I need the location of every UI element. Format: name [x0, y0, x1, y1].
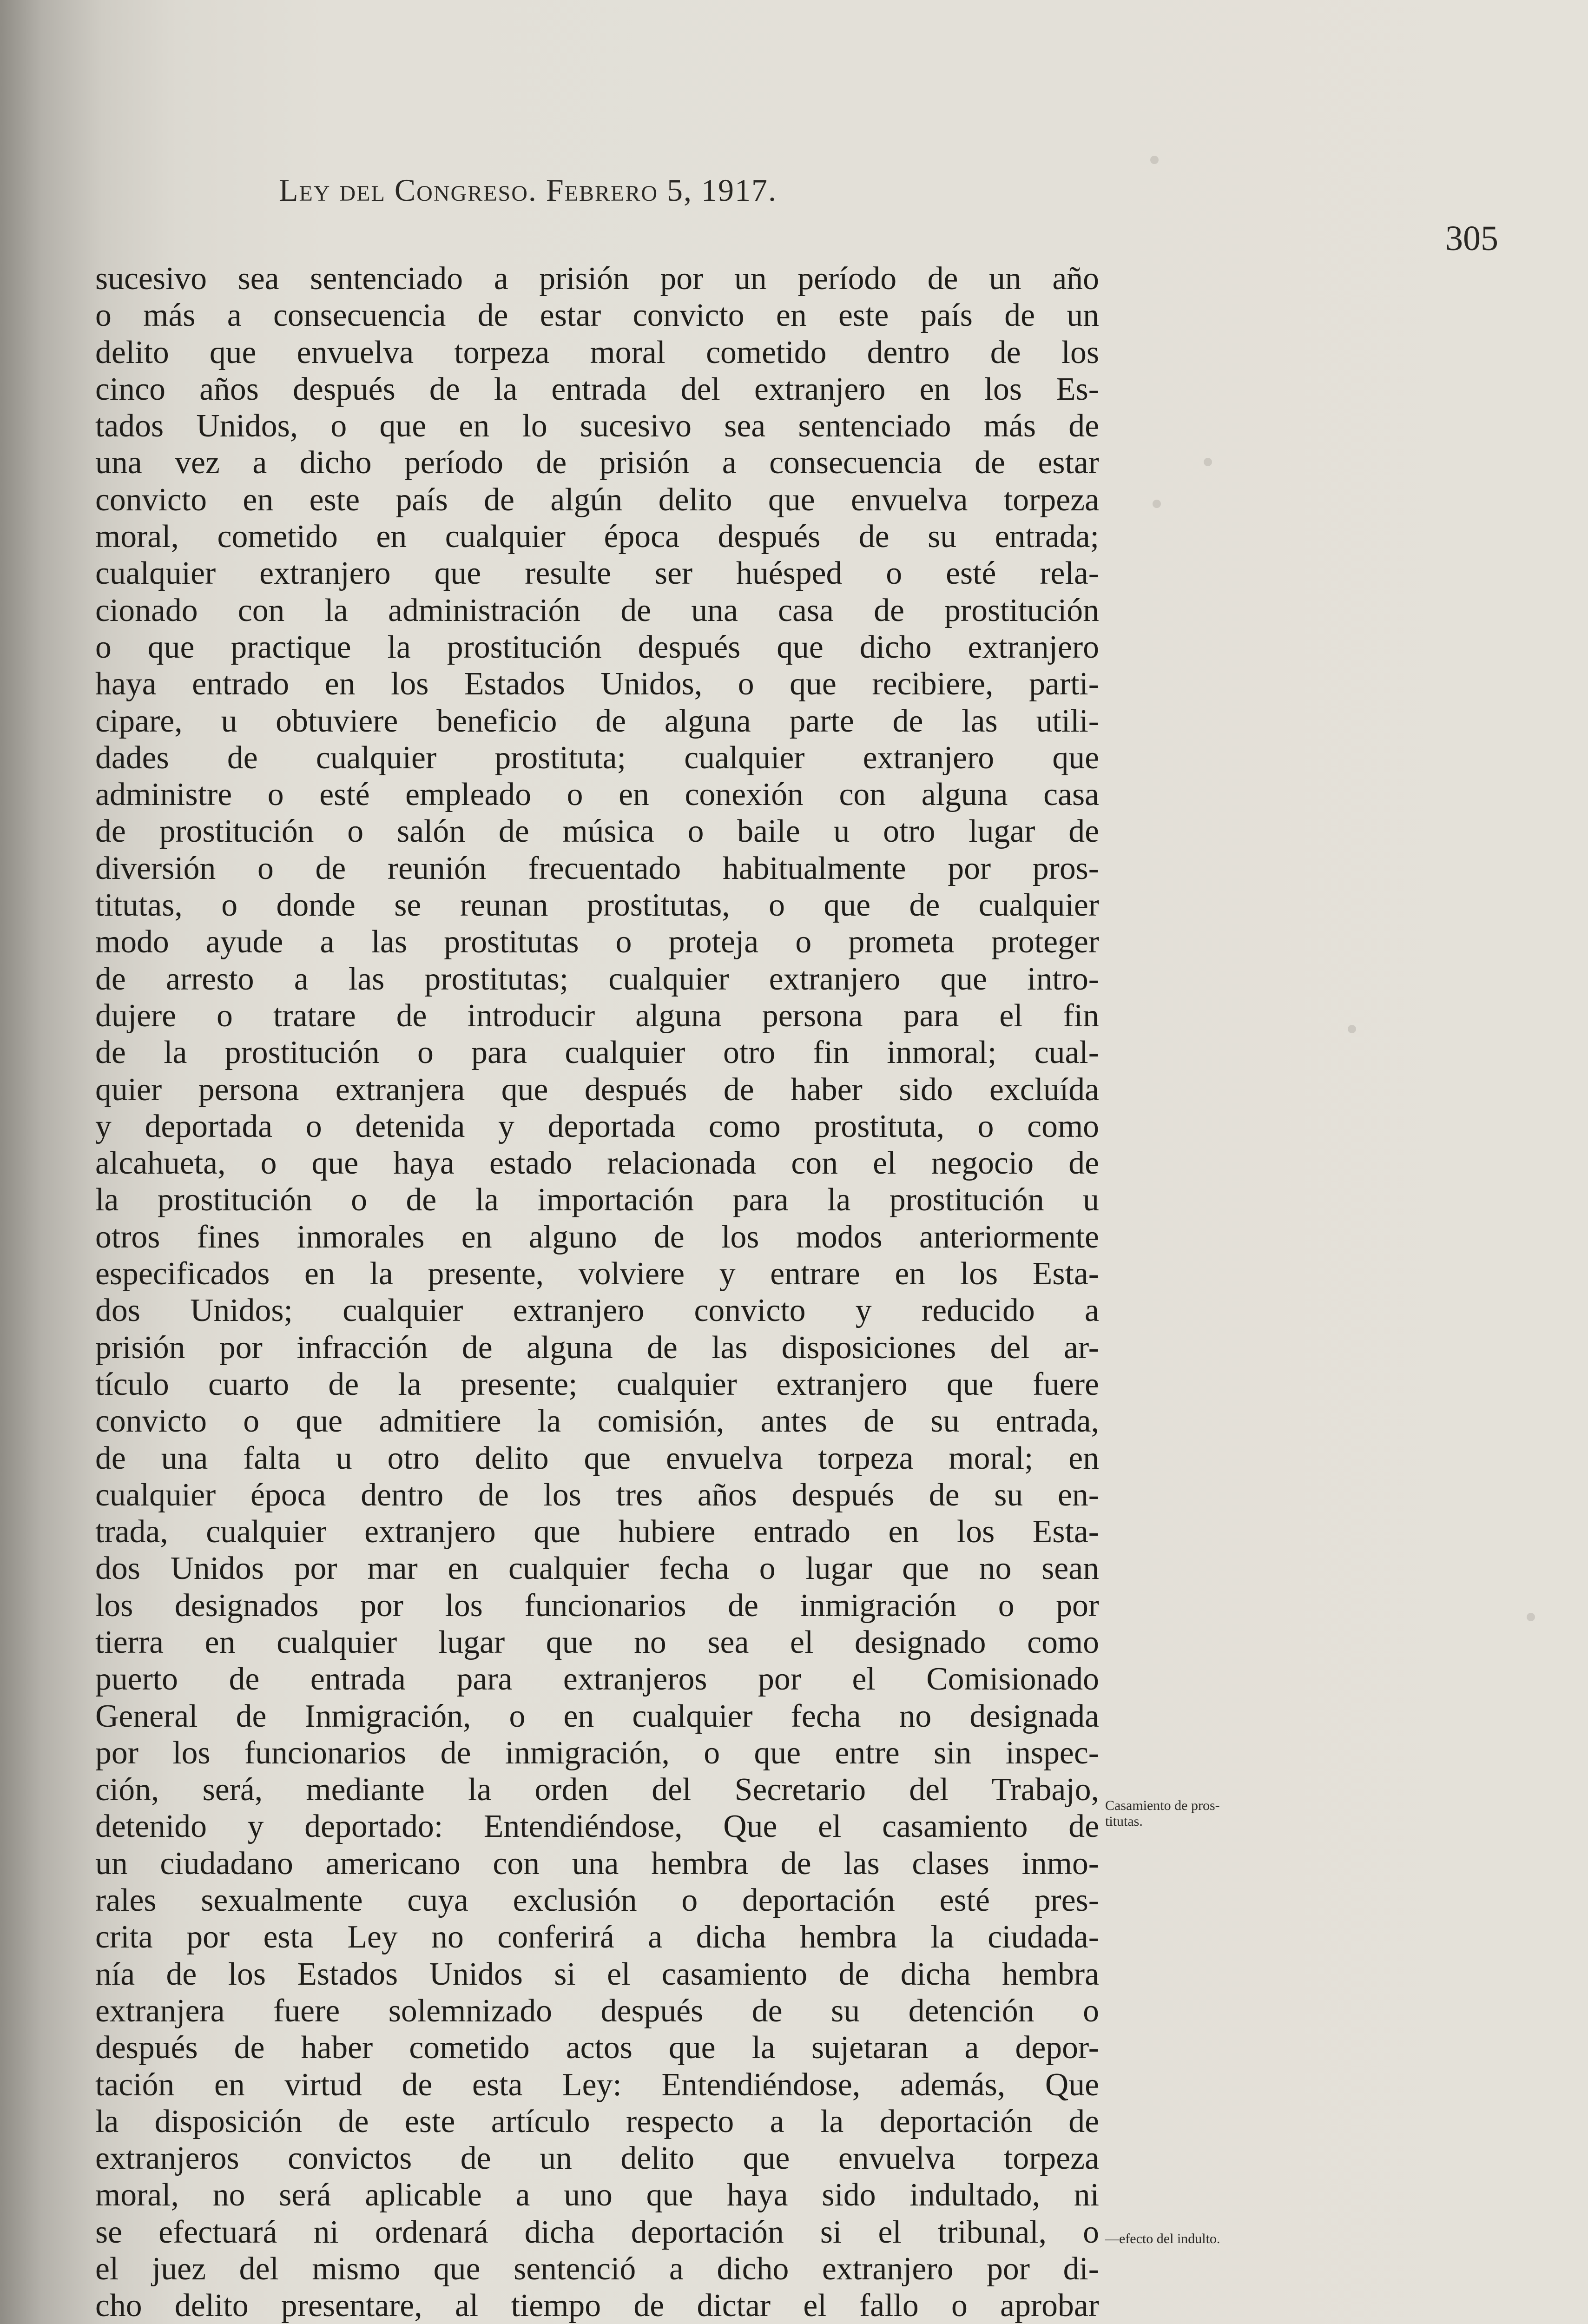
text-line: rales sexualmente cuya exclusión o deportación esté pres- [95, 1882, 1099, 1919]
text-line: por los funcionarios de inmigración, o que entre sin inspec- [95, 1735, 1099, 1771]
text-line: cionado con la administración de una casa de prostitución [95, 592, 1099, 628]
text-line: cualquier época dentro de los tres años después de su en- [95, 1477, 1099, 1513]
text-line: diversión o de reunión frecuentado habitualmente por pros- [95, 850, 1099, 886]
text-line: otros fines inmorales en alguno de los modos anteriormente [95, 1219, 1099, 1255]
text-line: convicto en este país de algún delito que envuelva torpeza [95, 482, 1099, 518]
paper-speck [1527, 1613, 1535, 1621]
text-line: dos Unidos por mar en cualquier fecha o lugar que no sean [95, 1551, 1099, 1587]
text-line: cualquier extranjero que resulte ser huésped o esté rela- [95, 555, 1099, 592]
margin-note-line: Casamiento de pros- [1105, 1798, 1220, 1813]
paper-speck [1204, 458, 1212, 466]
text-line: dos Unidos; cualquier extranjero convicto y reducido a [95, 1293, 1099, 1329]
text-line: nía de los Estados Unidos si el casamiento de dicha hembra [95, 1956, 1099, 1992]
text-line: dades de cualquier prostituta; cualquier extranjero que [95, 739, 1099, 776]
page-number: 305 [1445, 219, 1498, 258]
text-line: convicto o que admitiere la comisión, antes de su entrada, [95, 1403, 1099, 1439]
text-line: de una falta u otro delito que envuelva torpeza moral; en [95, 1440, 1099, 1476]
text-line: el juez del mismo que sentenció a dicho extranjero por di- [95, 2251, 1099, 2287]
text-line: tierra en cualquier lugar que no sea el designado como [95, 1624, 1099, 1660]
margin-note-line: titutas. [1105, 1814, 1143, 1829]
text-line: se efectuará ni ordenará dicha deportación si el tribunal, o [95, 2214, 1099, 2250]
paper-speck [1348, 1025, 1356, 1033]
text-line: tículo cuarto de la presente; cualquier extranjero que fuere [95, 1366, 1099, 1402]
text-line: extranjeros convictos de un delito que envuelva torpeza [95, 2140, 1099, 2177]
text-line: modo ayude a las prostitutas o proteja o prometa proteger [95, 924, 1099, 960]
text-line: cinco años después de la entrada del extranjero en los Es- [95, 371, 1099, 407]
running-header: Ley del Congreso. Febrero 5, 1917. [279, 172, 778, 208]
text-line: de la prostitución o para cualquier otro fin inmoral; cual- [95, 1035, 1099, 1071]
text-line: crita por esta Ley no conferirá a dicha hembra la ciudada- [95, 1919, 1099, 1955]
text-line: y deportada o detenida y deportada como prostituta, o como [95, 1108, 1099, 1144]
text-line: moral, cometido en cualquier época después de su entrada; [95, 519, 1099, 555]
text-line: la disposición de este artículo respecto a la deportación de [95, 2103, 1099, 2139]
margin-note-prostitutas [1105, 1798, 1220, 1829]
text-line: prisión por infracción de alguna de las disposiciones del ar- [95, 1329, 1099, 1366]
text-line: administre o esté empleado o en conexión con alguna casa [95, 777, 1099, 813]
text-line: tados Unidos, o que en lo sucesivo sea sentenciado más de [95, 408, 1099, 444]
paper-speck [1153, 500, 1161, 508]
text-line: después de haber cometido actos que la sujetaran a depor- [95, 2030, 1099, 2066]
text-line: alcahueta, o que haya estado relacionada con el negocio de [95, 1145, 1099, 1182]
text-line: sucesivo sea sentenciado a prisión por un período de un año [95, 261, 1099, 297]
text-line: una vez a dicho período de prisión a consecuencia de estar [95, 445, 1099, 481]
text-line: la prostitución o de la importación para la prostitución u [95, 1182, 1099, 1218]
text-line: dujere o tratare de introducir alguna persona para el fin [95, 997, 1099, 1034]
text-line: especificados en la presente, volviere y entrare en los Esta- [95, 1256, 1099, 1292]
margin-note-indulto: —efecto del indulto. [1105, 2231, 1220, 2246]
text-line: ción, será, mediante la orden del Secretario del Trabajo, [95, 1772, 1099, 1808]
text-line: moral, no será aplicable a uno que haya sido indultado, ni [95, 2177, 1099, 2213]
text-line: quier persona extranjera que después de haber sido excluída [95, 1071, 1099, 1108]
paper-speck [1150, 156, 1159, 164]
text-line: delito que envuelva torpeza moral cometido dentro de los [95, 334, 1099, 370]
body-text [95, 260, 1099, 2324]
text-line: detenido y deportado: Entendiéndose, Que el casamiento de [95, 1809, 1099, 1845]
text-line: titutas, o donde se reunan prostitutas, o que de cualquier [95, 887, 1099, 924]
text-line: extranjera fuere solemnizado después de su detención o [95, 1993, 1099, 2029]
text-line: de prostitución o salón de música o baile u otro lugar de [95, 813, 1099, 850]
text-line: cipare, u obtuviere beneficio de alguna parte de las utili- [95, 703, 1099, 739]
text-line: o que practique la prostitución después que dicho extranjero [95, 629, 1099, 665]
text-line: tación en virtud de esta Ley: Entendiéndose, además, Que [95, 2067, 1099, 2103]
text-line: de arresto a las prostitutas; cualquier extranjero que intro- [95, 961, 1099, 997]
text-line: cho delito presentare, al tiempo de dictar el fallo o aprobar [95, 2288, 1099, 2324]
text-line: los designados por los funcionarios de inmigración o por [95, 1587, 1099, 1624]
text-line: puerto de entrada para extranjeros por el Comisionado [95, 1661, 1099, 1697]
text-line: haya entrado en los Estados Unidos, o que recibiere, parti- [95, 666, 1099, 702]
text-line: trada, cualquier extranjero que hubiere entrado en los Esta- [95, 1514, 1099, 1550]
text-line: o más a consecuencia de estar convicto en este país de un [95, 297, 1099, 334]
text-line: General de Inmigración, o en cualquier fecha no designada [95, 1698, 1099, 1734]
text-line: un ciudadano americano con una hembra de las clases inmo- [95, 1845, 1099, 1882]
